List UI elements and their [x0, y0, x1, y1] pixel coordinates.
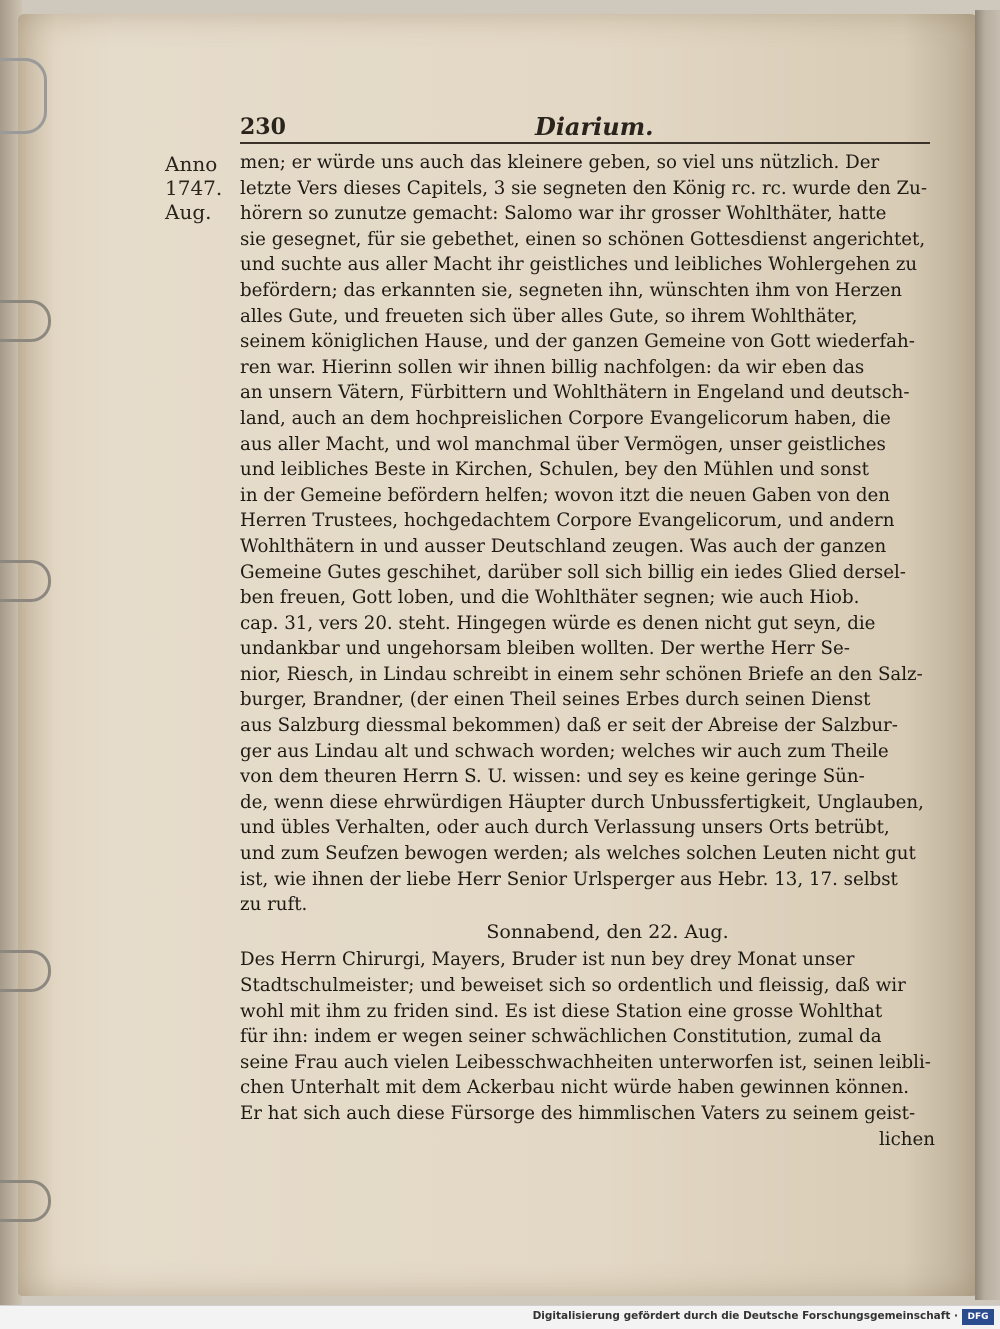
text-line: Er hat sich auch diese Fürsorge des himmlischen Vaters zu seinem geist- [240, 1102, 916, 1124]
funding-credit: Digitalisierung gefördert durch die Deutsche Forschungsgemeinschaft · [532, 1310, 958, 1322]
text-line: an unsern Vätern, Fürbittern und Wohlthätern in Engeland und deutsch- [240, 382, 910, 404]
paper-clip [0, 58, 47, 134]
text-line: seinem königlichen Hause, und der ganzen Gemeine von Gott wiederfah- [240, 331, 915, 353]
text-line: hörern so zunutze gemacht: Salomo war ihr grosser Wohlthäter, hatte [240, 203, 887, 225]
text-line: ger aus Lindau alt und schwach worden; welches wir auch zum Theile [240, 740, 889, 762]
text-line: Wohlthätern in und ausser Deutschland zeugen. Was auch der ganzen [240, 535, 887, 557]
text-line: sie gesegnet, für sie gebethet, einen so schönen Gottesdienst angerichtet, [240, 228, 926, 250]
text-line: in der Gemeine befördern helfen; wovon itzt die neuen Gaben von den [240, 484, 890, 506]
text-line: und suchte aus aller Macht ihr geistliches und leibliches Wohlergehen zu [240, 254, 918, 276]
text-line: seine Frau auch vielen Leibesschwachheiten unterworfen ist, seinen leibli- [240, 1051, 931, 1073]
margin-note-line: Aug. [165, 200, 212, 224]
margin-note-line: 1747. [165, 176, 223, 200]
margin-note [165, 152, 235, 224]
text-line: chen Unterhalt mit dem Ackerbau nicht würde haben gewinnen können. [240, 1077, 910, 1099]
text-line: zu ruft. [240, 894, 308, 916]
header-rule [240, 142, 930, 144]
page-stack-edge [975, 10, 1000, 1300]
text-line: burger, Brandner, (der einen Theil seines Erbes durch seinen Dienst [240, 689, 871, 711]
binding-ring [0, 560, 51, 602]
text-line: ren war. Hierinn sollen wir ihnen billig nachfolgen: da wir eben das [240, 356, 865, 378]
date-heading: Sonnabend, den 22. Aug. [486, 920, 729, 943]
digitization-footer [0, 1305, 1000, 1329]
text-line: cap. 31, vers 20. steht. Hingegen würde es denen nicht gut seyn, die [240, 612, 876, 634]
text-line: undankbar und ungehorsam bleiben wollten. Der werthe Herr Se- [240, 638, 850, 660]
text-line: Gemeine Gutes geschihet, darüber soll sich billig ein iedes Glied dersel- [240, 561, 906, 583]
text-line: und übles Verhalten, oder auch durch Verlassung unsers Orts betrübt, [240, 817, 890, 839]
text-line: wohl mit ihm zu friden sind. Es ist diese Station eine grosse Wohlthat [240, 1000, 883, 1022]
text-line: von dem theuren Herrn S. U. wissen: und sey es keine geringe Sün- [240, 766, 865, 788]
text-line: für ihn: indem er wegen seiner schwächlichen Constitution, zumal da [240, 1026, 882, 1048]
text-line: Des Herrn Chirurgi, Mayers, Bruder ist nun bey drey Monat unser [240, 949, 855, 971]
text-line: alles Gute, und freueten sich über alles Gute, so ihrem Wohlthäter, [240, 305, 858, 327]
text-line: de, wenn diese ehrwürdigen Häupter durch Unbussfertigkeit, Unglauben, [240, 791, 924, 813]
binding-ring [0, 300, 51, 342]
text-line: Herren Trustees, hochgedachtem Corpore Evangelicorum, und andern [240, 510, 895, 532]
page-header [240, 110, 930, 150]
binding-ring [0, 1180, 51, 1222]
dfg-logo-icon: DFG [962, 1309, 994, 1325]
margin-note-line: Anno [165, 152, 218, 176]
text-line: men; er würde uns auch das kleinere geben, so viel uns nützlich. Der [240, 152, 880, 173]
text-line: und leibliches Beste in Kirchen, Schulen, bey den Mühlen und sonst [240, 459, 869, 481]
text-line: letzte Vers dieses Capitels, 3 sie segneten den König rc. rc. wurde den Zu- [240, 177, 927, 199]
text-line: aus Salzburg diessmal bekommen) daß er seit der Abreise der Salzbur- [240, 715, 898, 737]
text-line: aus aller Macht, und wol manchmal über Vermögen, unser geistliches [240, 433, 886, 455]
running-title: Diarium. [535, 112, 654, 141]
catchword: lichen [878, 1128, 935, 1150]
text-line: und zum Seufzen bewogen werden; als welches solchen Leuten nicht gut [240, 843, 916, 865]
text-line: ist, wie ihnen der liebe Herr Senior Urlsperger aus Hebr. 13, 17. selbst [240, 868, 898, 890]
text-line: nior, Riesch, in Lindau schreibt in einem sehr schönen Briefe an den Salz- [240, 663, 923, 685]
text-line: ben freuen, Gott loben, und die Wohlthäter segnen; wie auch Hiob. [240, 587, 860, 609]
body-text [240, 150, 935, 1152]
text-line: land, auch an dem hochpreislichen Corpore Evangelicorum haben, die [240, 407, 891, 429]
page-number: 230 [240, 114, 286, 140]
text-line: Stadtschulmeister; und beweiset sich so ordentlich und fleissig, daß wir [240, 975, 906, 996]
text-line: befördern; das erkannten sie, segneten ihn, wünschten ihm von Herzen [240, 279, 902, 301]
binding-ring [0, 950, 51, 992]
